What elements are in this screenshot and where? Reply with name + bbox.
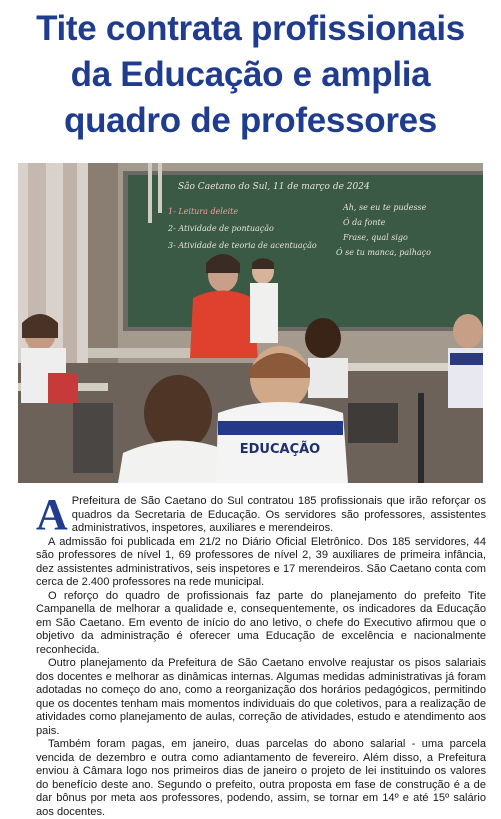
blackboard-left-3: 3- Atividade de teoria de acentuação xyxy=(168,241,317,250)
article-body xyxy=(36,490,486,819)
blackboard-right-4: Ó se tu manca, palhaço xyxy=(336,248,431,257)
paragraph-2: A admissão foi publicada em 21/2 no Diário Oficial Eletrônico. Dos 185 servidores, 44 são professores de nível 1, 69 professores de nível 2, 39 auxiliares de primeira infância, dez assistentes administrativos, seis inspetores e 17 merendeiros. São Caetano conta com cerca de 2.400 professores na rede municipal. xyxy=(36,535,486,588)
headline-line-3: quadro de professores xyxy=(64,101,437,140)
foreground-student-left xyxy=(144,375,212,451)
headline xyxy=(0,6,501,144)
blackboard-right-2: Ó da fonte xyxy=(343,218,386,227)
headline-line-1: Tite contrata profissionais xyxy=(36,9,465,48)
paragraph-1 xyxy=(36,490,486,539)
paragraph-1-text: Prefeitura de São Caetano do Sul contratou 185 profissionais que irão reforçar os quadros da Secretaria de Educação. Os servidores são professores, assistentes administrativos, inspetores, auxiliares e merendeiros. xyxy=(71,495,486,534)
headline-line-2: da Educação e amplia xyxy=(70,55,431,94)
blackboard-left-2: 2- Atividade de pontuação xyxy=(168,224,274,233)
blackboard-right-3: Frase, qual sigo xyxy=(343,233,408,242)
teacher xyxy=(190,291,258,359)
blackboard-header: São Caetano do Sul, 11 de março de 2024 xyxy=(178,182,370,192)
paragraph-5: Também foram pagas, em janeiro, duas parcelas do abono salarial - uma parcela vencida de dezembro e outra como adiantamento de fevereiro. Além disso, a Prefeitura enviou à Câmara logo nos primeiros dias de janeiro o projeto de lei instituindo os valores do benefício deste ano. Segundo o prefeito, outra proposta em fase de construção é a de dar bônus por meta aos professores, podendo, assim, se tornar em 14º e até 15º salário aos docentes. xyxy=(36,738,486,818)
paragraph-3: O reforço do quadro de profissionais faz parte do planejamento do prefeito Tite Campanella de melhorar a qualidade e, consequentemente, os indicadores da Educação em São Caetano. Em evento de início do ano letivo, o chefe do Executivo afirmou que o objetivo da administração é oferecer uma Educação de excelência e nacionalmente reconhecida. xyxy=(36,589,486,656)
classroom-photo xyxy=(18,163,483,483)
paragraph-4: Outro planejamento da Prefeitura de São Caetano envolve reajustar os pisos salariais dos docentes e melhorar as dinâmicas internas. Algumas medidas administrativas já foram adotadas no começo do ano, como a reorganização dos horários pedagógicos, permitindo que os docentes tenham mais momentos individuais do que coletivos, para a realização de atividades como planejamento de aulas, correção de atividades, estudo e atendimento aos pais. xyxy=(36,657,486,737)
dropcap: A xyxy=(36,490,68,539)
blackboard-right-1: Ah, se eu te pudesse xyxy=(343,203,427,212)
shirt-text: EDUCAÇÃO xyxy=(239,442,321,457)
blackboard-left-1: 1- Leitura deleite xyxy=(168,207,239,216)
